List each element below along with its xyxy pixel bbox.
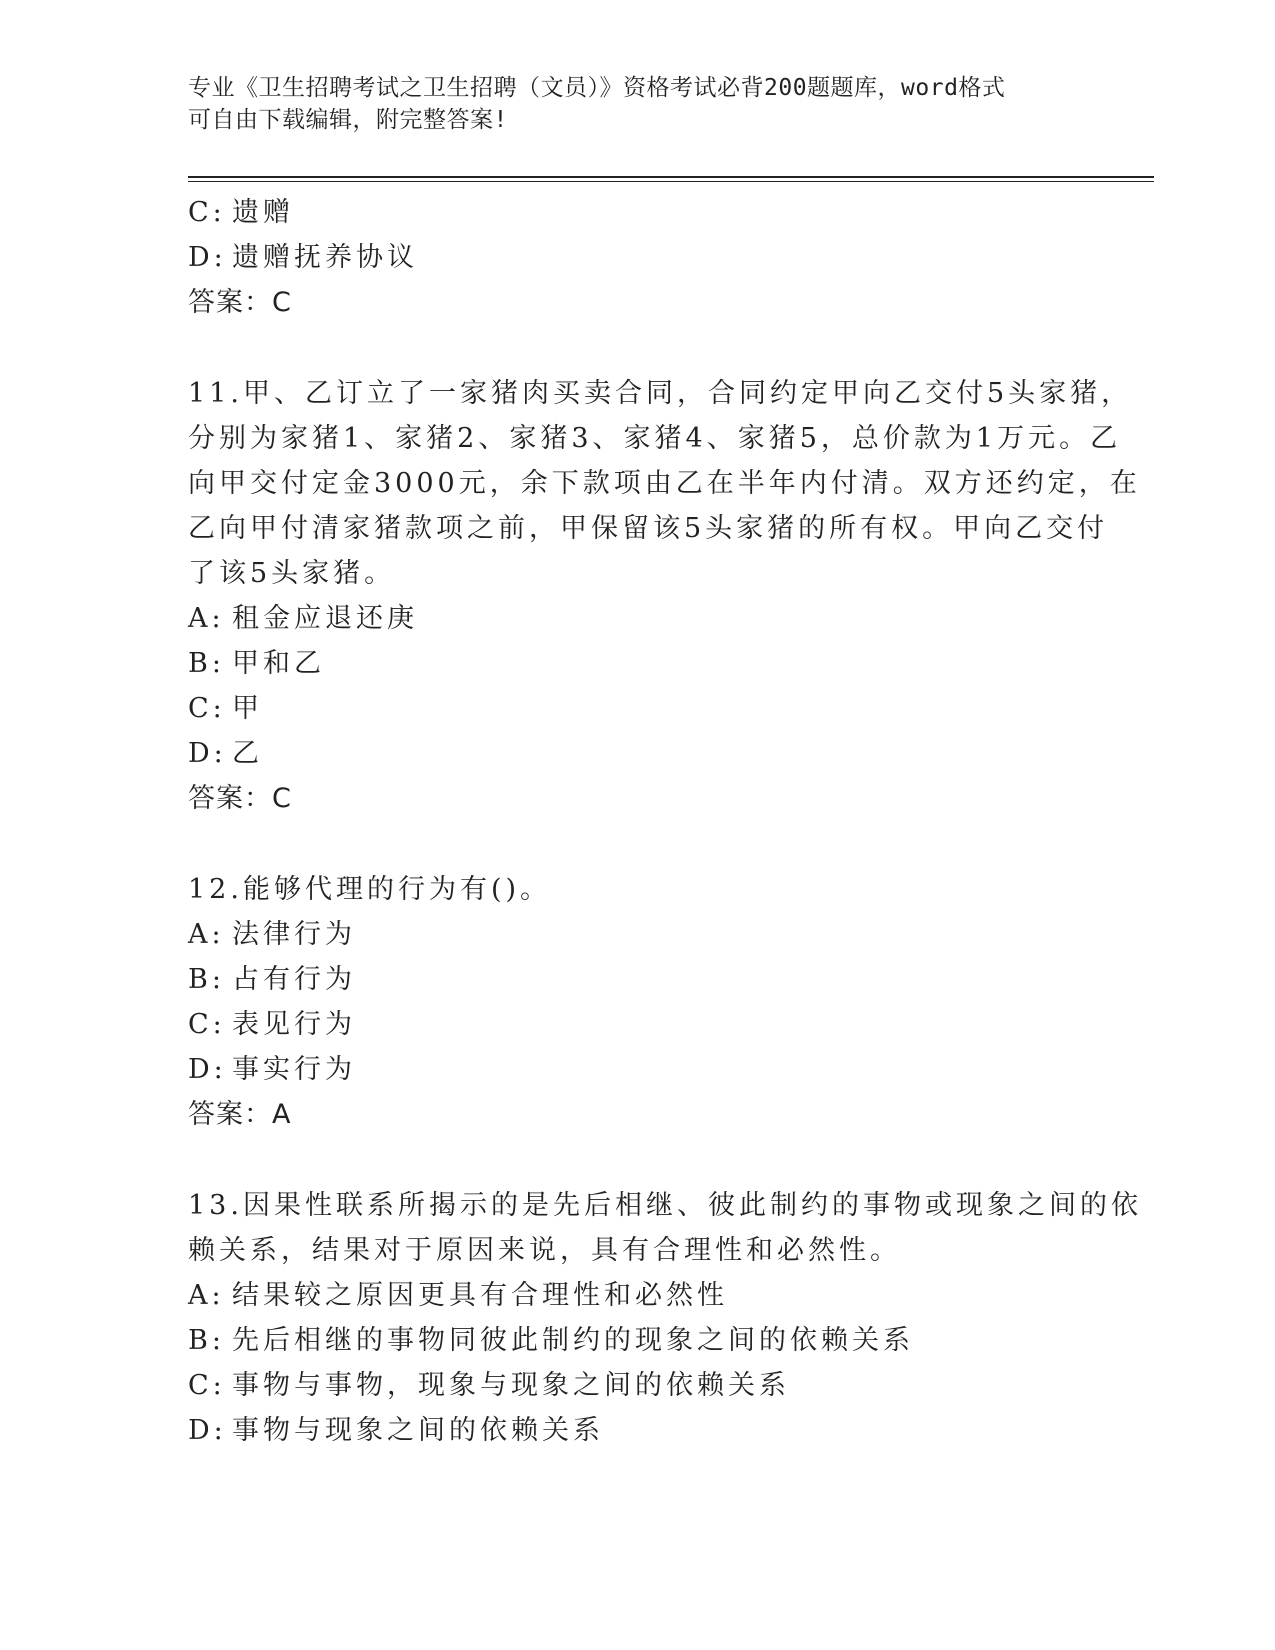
spacer xyxy=(188,1137,1088,1183)
answer-line: 答案：C xyxy=(188,783,292,814)
spacer xyxy=(188,821,1088,867)
header-title-line-1: 专业《卫生招聘考试之卫生招聘（文员）》资格考试必背200题题库，word格式 xyxy=(188,75,1006,101)
option-c xyxy=(188,1363,1088,1408)
option-key: B: xyxy=(188,648,225,679)
option-c xyxy=(188,1002,1088,1047)
option-text: 事实行为 xyxy=(232,1054,356,1085)
option-key: D: xyxy=(188,242,227,273)
option-c xyxy=(188,190,1088,235)
option-b xyxy=(188,641,1088,686)
option-text: 法律行为 xyxy=(232,919,356,950)
option-d xyxy=(188,1047,1088,1092)
option-key: D: xyxy=(188,1054,227,1085)
option-key: C: xyxy=(188,693,226,724)
question-text-line: 13.因果性联系所揭示的是先后相继、彼此制约的事物或现象之间的依 xyxy=(188,1190,1142,1221)
partial-question xyxy=(188,190,1088,325)
option-text: 表见行为 xyxy=(232,1009,356,1040)
option-text: 遗赠抚养协议 xyxy=(232,242,418,273)
option-key: C: xyxy=(188,1370,226,1401)
option-text: 甲和乙 xyxy=(232,648,325,679)
option-key: C: xyxy=(188,197,226,228)
option-key: A: xyxy=(188,919,225,950)
document-header xyxy=(188,72,1088,136)
option-key: A: xyxy=(188,1280,225,1311)
option-text: 先后相继的事物同彼此制约的现象之间的依赖关系 xyxy=(232,1325,914,1356)
option-key: B: xyxy=(188,1325,225,1356)
option-key: D: xyxy=(188,1415,227,1446)
question-text-line: 了该5头家猪。 xyxy=(188,558,396,589)
option-key: B: xyxy=(188,964,225,995)
option-d xyxy=(188,235,1088,280)
option-a xyxy=(188,1273,1088,1318)
option-text: 结果较之原因更具有合理性和必然性 xyxy=(232,1280,728,1311)
option-d xyxy=(188,731,1088,776)
option-key: D: xyxy=(188,738,227,769)
option-key: A: xyxy=(188,603,225,634)
option-text: 遗赠 xyxy=(232,197,294,228)
answer-line: 答案：C xyxy=(188,287,292,318)
option-text: 租金应退还庚 xyxy=(232,603,418,634)
option-text: 甲 xyxy=(232,693,263,724)
question-text-line: 乙向甲付清家猪款项之前，甲保留该5头家猪的所有权。甲向乙交付 xyxy=(188,513,1109,544)
header-divider-thick xyxy=(188,176,1154,178)
option-a xyxy=(188,912,1088,957)
option-key: C: xyxy=(188,1009,226,1040)
question-text-line: 11.甲、乙订立了一家猪肉买卖合同，合同约定甲向乙交付5头家猪， xyxy=(188,378,1133,409)
option-d xyxy=(188,1408,1088,1453)
option-c xyxy=(188,686,1088,731)
question-text-line: 12.能够代理的行为有()。 xyxy=(188,874,552,905)
question-12 xyxy=(188,867,1088,1137)
answer-line: 答案：A xyxy=(188,1099,292,1130)
question-text-line: 赖关系，结果对于原因来说，具有合理性和必然性。 xyxy=(188,1235,901,1266)
option-a xyxy=(188,596,1088,641)
question-13 xyxy=(188,1183,1142,1453)
option-b xyxy=(188,957,1088,1002)
spacer xyxy=(188,325,1088,371)
option-text: 事物与事物，现象与现象之间的依赖关系 xyxy=(232,1370,790,1401)
question-11 xyxy=(188,371,1141,821)
header-title-line-2: 可自由下载编辑，附完整答案! xyxy=(188,107,508,133)
document-body xyxy=(188,190,1142,1453)
option-text: 事物与现象之间的依赖关系 xyxy=(232,1415,604,1446)
header-divider-thin xyxy=(188,181,1154,182)
question-text-line: 向甲交付定金3000元，余下款项由乙在半年内付清。双方还约定，在 xyxy=(188,468,1141,499)
question-text-line: 分别为家猪1、家猪2、家猪3、家猪4、家猪5，总价款为1万元。乙 xyxy=(188,423,1122,454)
option-b xyxy=(188,1318,1088,1363)
option-text: 乙 xyxy=(232,738,263,769)
option-text: 占有行为 xyxy=(232,964,356,995)
